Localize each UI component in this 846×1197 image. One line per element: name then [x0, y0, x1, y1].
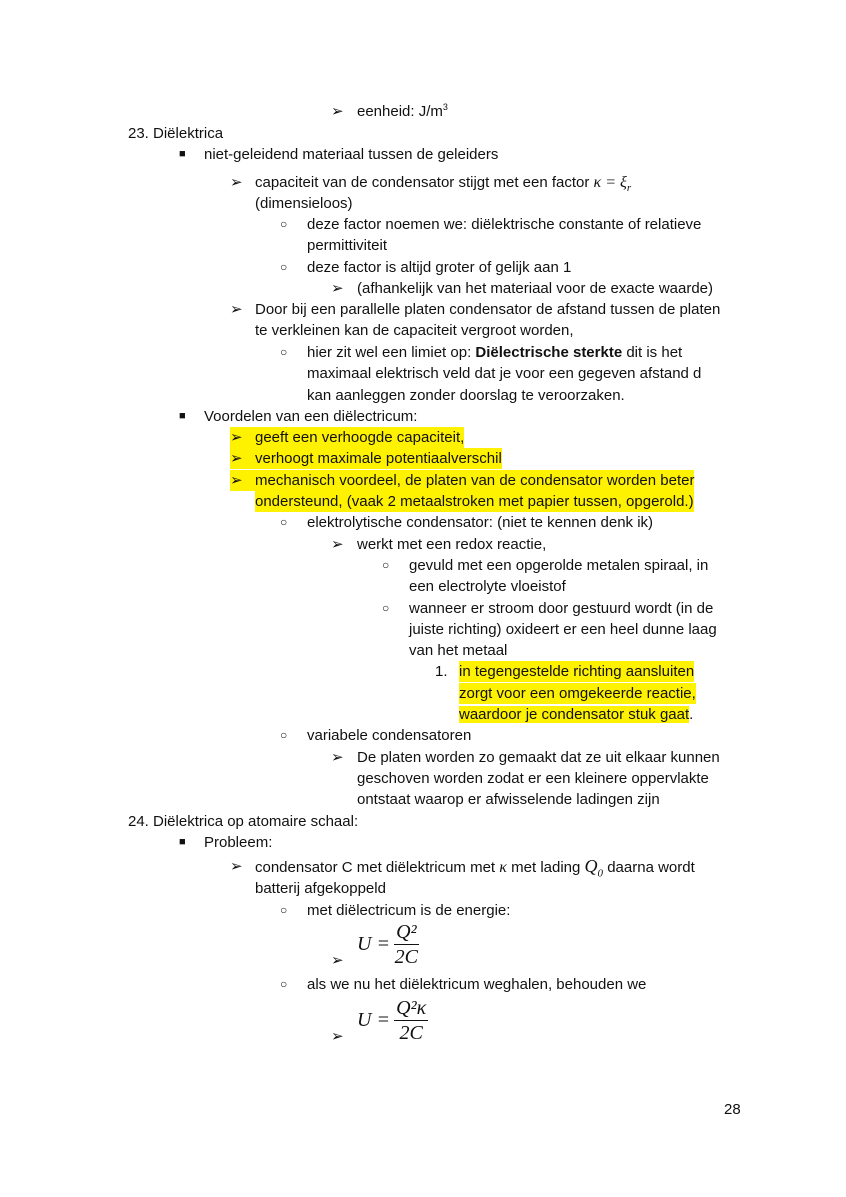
list-item: werkt met een redox reactie, [357, 536, 547, 553]
circle-bullet: ○ [280, 217, 288, 231]
arrow-bullet: ➢ [230, 174, 243, 191]
list-item: als we nu het diëlektricum weghalen, behouden we [307, 976, 647, 993]
kappa-symbol: κ [499, 859, 507, 876]
circle-bullet: ○ [280, 903, 288, 917]
list-item: Door bij een parallelle platen condensator de afstand tussen de platen [255, 301, 721, 318]
list-item: geschoven worden zodat er een kleinere oppervlakte [357, 770, 709, 787]
unit-line: eenheid: $J/m^3$ [357, 102, 448, 120]
square-bullet: ■ [179, 836, 186, 848]
list-item: (afhankelijk van het materiaal voor de exacte waarde) [357, 280, 714, 297]
arrow-bullet: ➢ [331, 1028, 344, 1045]
list-item: van het metaal [409, 642, 508, 659]
list-item: met diëlectricum is de energie: [307, 902, 511, 919]
square-bullet: ■ [179, 148, 186, 160]
list-item: elektrolytische condensator: (niet te kennen denk ik) [307, 514, 654, 531]
list-item: De platen worden zo gemaakt dat ze uit elkaar kunnen [357, 749, 720, 766]
list-item: waardoor je condensator stuk gaat. [459, 706, 694, 723]
arrow-bullet: ➢ [230, 301, 243, 318]
page-number: 28 [724, 1101, 741, 1118]
list-item: kan aanleggen zonder doorslag te veroorzaken. [307, 387, 625, 404]
list-item: gevuld met een opgerolde metalen spiraal, in [409, 557, 709, 574]
arrow-bullet: ➢ [230, 470, 255, 491]
highlighted-item: zorgt voor een omgekeerde reactie, [459, 685, 696, 702]
highlighted-item: mechanisch voordeel, de platen van de condensator worden beter [255, 472, 695, 489]
arrow-bullet: ➢ [230, 858, 243, 875]
circle-bullet: ○ [280, 260, 288, 274]
energy-equation-2: U = $\frac{\text{Q²κ}}{2C}$ [357, 997, 427, 1044]
list-item: maximaal elektrisch veld dat je voor een gegeven afstand d [307, 365, 702, 382]
arrow-bullet: ➢ [331, 280, 344, 297]
arrow-bullet: ➢ [331, 103, 344, 120]
circle-bullet: ○ [280, 515, 288, 529]
arrow-bullet: ➢ [331, 749, 344, 766]
arrow-bullet: ➢ [230, 448, 255, 469]
highlighted-item: geeft een verhoogde capaciteit, [255, 429, 465, 446]
list-item: (dimensieloos) [255, 195, 353, 212]
list-item: ontstaat waarop er afwisselende ladingen zijn [357, 791, 660, 808]
list-item: permittiviteit [307, 237, 388, 254]
list-item: deze factor noemen we: diëlektrische constante of relatieve [307, 216, 702, 233]
list-item: een electrolyte vloeistof [409, 578, 566, 595]
list-item: batterij afgekoppeld [255, 880, 386, 897]
section-heading-23: 23. Diëlektrica [128, 125, 224, 142]
list-item: condensator C met diëlektricum met κ met lading $Q_0$ daarna wordt [255, 856, 695, 880]
kappa-formula: $\kappa = \xi_r$ [593, 174, 632, 195]
list-number: 1. [435, 663, 448, 680]
list-item: Voordelen van een diëlectricum: [204, 408, 418, 425]
list-item: variabele condensatoren [307, 727, 472, 744]
square-bullet: ■ [179, 410, 186, 422]
circle-bullet: ○ [382, 558, 390, 572]
list-item: wanneer er stroom door gestuurd wordt (in de [409, 600, 714, 617]
charge-symbol: $Q_0$ [584, 856, 604, 880]
list-item: capaciteit van de condensator stijgt met een factor $\kappa = \xi_r$ [255, 174, 632, 195]
list-item: Probleem: [204, 834, 273, 851]
highlighted-item: ondersteund, (vaak 2 metaalstroken met papier tussen, opgerold.) [255, 493, 694, 510]
circle-bullet: ○ [280, 345, 288, 359]
arrow-bullet: ➢ [331, 536, 344, 553]
arrow-bullet: ➢ [230, 427, 255, 448]
highlighted-item: verhoogt maximale potentiaalverschil [255, 450, 502, 467]
bold-term: Diëlectrische sterkte [475, 344, 623, 361]
list-item: deze factor is altijd groter of gelijk aan 1 [307, 259, 572, 276]
circle-bullet: ○ [382, 601, 390, 615]
list-item: niet-geleidend materiaal tussen de geleiders [204, 146, 499, 163]
energy-equation-1: U = $\frac{\text{Q²}}{2C}$ [357, 921, 419, 968]
circle-bullet: ○ [280, 977, 288, 991]
arrow-bullet: ➢ [331, 952, 344, 969]
list-item: juiste richting) oxideert er een heel dunne laag [409, 621, 717, 638]
list-item: hier zit wel een limiet op: Diëlectrische sterkte dit is het [307, 344, 683, 361]
circle-bullet: ○ [280, 728, 288, 742]
section-heading-24: 24. Diëlektrica op atomaire schaal: [128, 813, 359, 830]
list-item: te verkleinen kan de capaciteit vergroot worden, [255, 322, 574, 339]
highlighted-item: in tegengestelde richting aansluiten [459, 663, 695, 680]
